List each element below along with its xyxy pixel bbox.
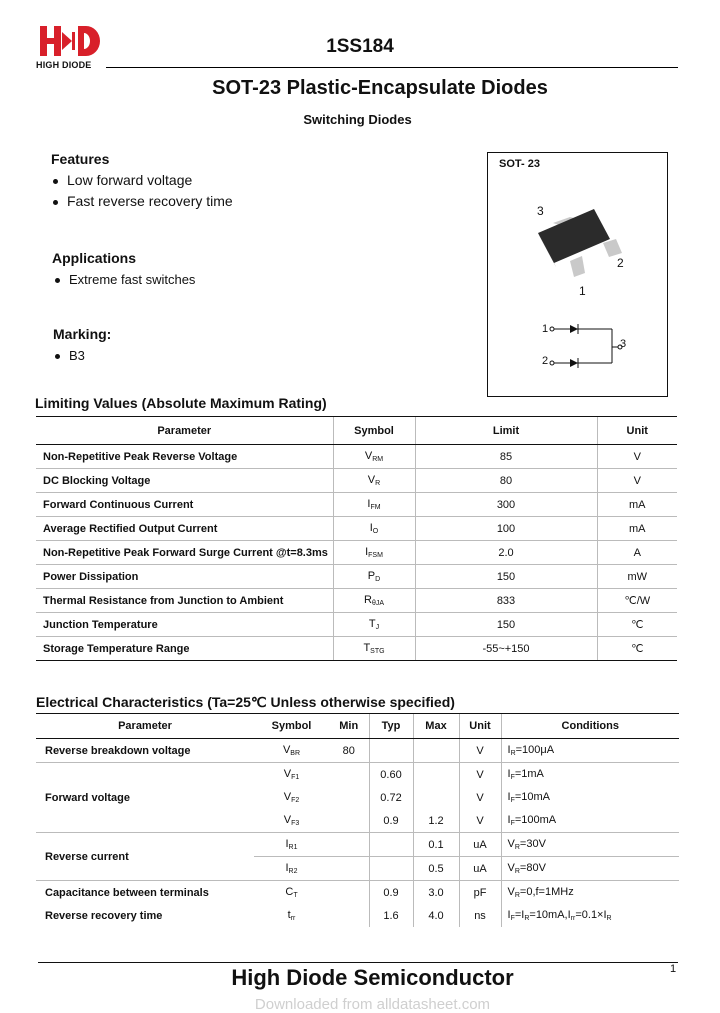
header-min: Min <box>329 714 369 739</box>
unit-cell: V <box>597 445 677 469</box>
param-cell: Reverse breakdown voltage <box>36 739 254 763</box>
header-unit: Unit <box>597 417 677 445</box>
unit-cell: mW <box>597 565 677 589</box>
application-item: Extreme fast switches <box>55 272 195 287</box>
unit-cell: ℃ <box>597 637 677 661</box>
unit-cell: mA <box>597 493 677 517</box>
conditions-cell: $V_R=0,f=1MHz$ <box>501 881 679 905</box>
max-cell: 1.2 <box>413 809 459 833</box>
conditions-cell: $I_F=1mA$ <box>501 763 679 787</box>
table-row <box>36 541 677 565</box>
unit-cell: V <box>459 739 501 763</box>
typ-cell: 0.9 <box>369 809 413 833</box>
limit-cell: 80 <box>415 469 597 493</box>
feature-item: Low forward voltage <box>53 172 192 188</box>
min-cell <box>329 881 369 905</box>
typ-cell: 0.72 <box>369 786 413 809</box>
sub-title: Switching Diodes <box>303 112 412 127</box>
unit-cell: V <box>597 469 677 493</box>
param-cell: Power Dissipation <box>36 565 333 589</box>
limit-cell: 100 <box>415 517 597 541</box>
table-row <box>36 613 677 637</box>
company-name: High Diode Semiconductor <box>231 965 514 990</box>
max-cell <box>413 739 459 763</box>
applications-heading: Applications <box>52 250 137 266</box>
limiting-values-title: Limiting Values (Absolute Maximum Rating) <box>35 395 327 411</box>
conditions-cell: $I_F=100mA$ <box>501 809 679 833</box>
unit-cell: ns <box>459 904 501 927</box>
table-row <box>36 739 679 763</box>
feature-item: Fast reverse recovery time <box>53 193 233 209</box>
typ-cell: 0.9 <box>369 881 413 905</box>
unit-cell: ℃/W <box>597 589 677 613</box>
min-cell <box>329 786 369 809</box>
header-parameter: Parameter <box>36 417 333 445</box>
pin-3-label: 3 <box>537 204 544 218</box>
limit-cell: 833 <box>415 589 597 613</box>
limit-cell: 150 <box>415 613 597 637</box>
symbol-cell: $I_{FSM}$ <box>333 541 415 565</box>
typ-cell: 0.60 <box>369 763 413 787</box>
limit-cell: 85 <box>415 445 597 469</box>
symbol-cell: $I_{R2}$ <box>254 857 329 881</box>
table-row <box>36 904 679 927</box>
pin-2-label: 2 <box>617 256 624 270</box>
conditions-cell: $V_R=80V$ <box>501 857 679 881</box>
max-cell: 4.0 <box>413 904 459 927</box>
conditions-cell: $I_R=100\mu A$ <box>501 739 679 763</box>
symbol-cell: $C_T$ <box>285 886 298 899</box>
unit-cell: mA <box>597 517 677 541</box>
max-cell <box>413 763 459 787</box>
param-cell: Reverse recovery time <box>45 909 163 922</box>
diode-schematic <box>540 320 630 375</box>
param-cell: Reverse current <box>36 833 254 881</box>
max-cell: 3.0 <box>413 881 459 905</box>
package-label: SOT- 23 <box>499 158 540 170</box>
pin-1-label: 1 <box>579 284 586 298</box>
main-title: SOT-23 Plastic-Encapsulate Diodes <box>212 77 548 99</box>
typ-cell <box>369 833 413 857</box>
table-row <box>36 445 677 469</box>
unit-cell: V <box>459 809 501 833</box>
table-row <box>36 637 677 661</box>
symbol-cell: $V_{F3}$ <box>254 809 329 833</box>
max-cell: 0.1 <box>413 833 459 857</box>
electrical-characteristics-title: Electrical Characteristics (Ta=25℃ Unless otherwise specified) <box>36 694 455 710</box>
symbol-cell: $V_{F1}$ <box>283 768 300 781</box>
table-row <box>36 493 677 517</box>
max-cell <box>413 786 459 809</box>
marking-heading: Marking: <box>53 326 112 342</box>
param-cell: Junction Temperature <box>36 613 333 637</box>
unit-cell: ℃ <box>597 613 677 637</box>
limit-cell: 150 <box>415 565 597 589</box>
param-cell: Thermal Resistance from Junction to Ambient <box>36 589 333 613</box>
symbol-cell: $I_{FM}$ <box>333 493 415 517</box>
schematic-pin-2: 2 <box>542 355 549 367</box>
symbol-cell: $V_{RM}$ <box>333 445 415 469</box>
header-typ: Typ <box>369 714 413 739</box>
unit-cell: A <box>597 541 677 565</box>
header-conditions: Conditions <box>501 714 679 739</box>
electrical-characteristics-table <box>36 713 679 927</box>
header-max: Max <box>413 714 459 739</box>
limiting-values-table <box>36 416 677 661</box>
unit-cell: V <box>459 763 501 787</box>
conditions-cell: $I_F=10mA$ <box>501 786 679 809</box>
unit-cell: pF <box>459 881 501 905</box>
page-number: 1 <box>670 963 677 975</box>
table-row <box>36 833 679 857</box>
symbol-cell: $R_{\theta JA}$ <box>333 589 415 613</box>
min-cell <box>329 857 369 881</box>
typ-cell <box>369 857 413 881</box>
table-header-row <box>36 417 677 445</box>
schematic-pin-1: 1 <box>542 323 549 335</box>
header-symbol: Symbol <box>254 714 329 739</box>
unit-cell: V <box>459 786 501 809</box>
table-row <box>36 469 677 493</box>
param-cell: Forward Continuous Current <box>36 493 333 517</box>
symbol-cell: $t_{rr}$ <box>287 909 296 922</box>
table-row <box>36 763 679 787</box>
symbol-cell: $I_O$ <box>333 517 415 541</box>
symbol-cell: $T_{STG}$ <box>333 637 415 661</box>
table-row <box>36 565 677 589</box>
param-cell: Capacitance between terminals <box>45 886 209 899</box>
part-number: 1SS184 <box>326 36 394 57</box>
symbol-cell: $T_J$ <box>333 613 415 637</box>
features-heading: Features <box>51 151 110 167</box>
min-cell <box>329 763 369 787</box>
min-cell <box>329 833 369 857</box>
symbol-cell: $I_{R1}$ <box>254 833 329 857</box>
param-cell: Non-Repetitive Peak Reverse Voltage <box>36 445 333 469</box>
schematic-pin-3: 3 <box>620 338 627 350</box>
table-row <box>36 881 679 905</box>
param-cell: Forward voltage <box>36 763 254 833</box>
unit-cell: uA <box>459 857 501 881</box>
header-rule <box>106 67 678 68</box>
header-symbol: Symbol <box>333 417 415 445</box>
param-cell: Storage Temperature Range <box>36 637 333 661</box>
unit-cell: uA <box>459 833 501 857</box>
table-row <box>36 517 677 541</box>
limit-cell: -55~+150 <box>415 637 597 661</box>
param-cell: Non-Repetitive Peak Forward Surge Current @t=8.3ms <box>36 541 333 565</box>
marking-item: B3 <box>55 348 85 363</box>
logo-text: HIGH DIODE <box>36 60 92 70</box>
typ-cell <box>369 739 413 763</box>
conditions-cell: $V_R=30V$ <box>501 833 679 857</box>
conditions-cell: $I_F=I_R=10mA,I_{rr}=0.1\times I_R$ <box>501 904 679 927</box>
watermark: Downloaded from alldatasheet.com <box>254 996 491 1013</box>
symbol-cell: $V_{F2}$ <box>283 791 300 804</box>
min-cell <box>329 904 369 927</box>
min-cell: 80 <box>329 739 369 763</box>
header-unit: Unit <box>459 714 501 739</box>
symbol-cell: $V_{BR}$ <box>254 739 329 763</box>
param-cell: DC Blocking Voltage <box>36 469 333 493</box>
limit-cell: 300 <box>415 493 597 517</box>
header-limit: Limit <box>415 417 597 445</box>
table-row <box>36 589 677 613</box>
symbol-cell: $P_D$ <box>333 565 415 589</box>
table-header-row <box>36 714 679 739</box>
typ-cell: 1.6 <box>369 904 413 927</box>
sot23-package-image <box>488 195 666 305</box>
footer-rule <box>38 962 678 963</box>
min-cell <box>329 809 369 833</box>
header-parameter: Parameter <box>36 714 254 739</box>
symbol-cell: $V_R$ <box>333 469 415 493</box>
param-cell: Average Rectified Output Current <box>36 517 333 541</box>
max-cell: 0.5 <box>413 857 459 881</box>
limit-cell: 2.0 <box>415 541 597 565</box>
